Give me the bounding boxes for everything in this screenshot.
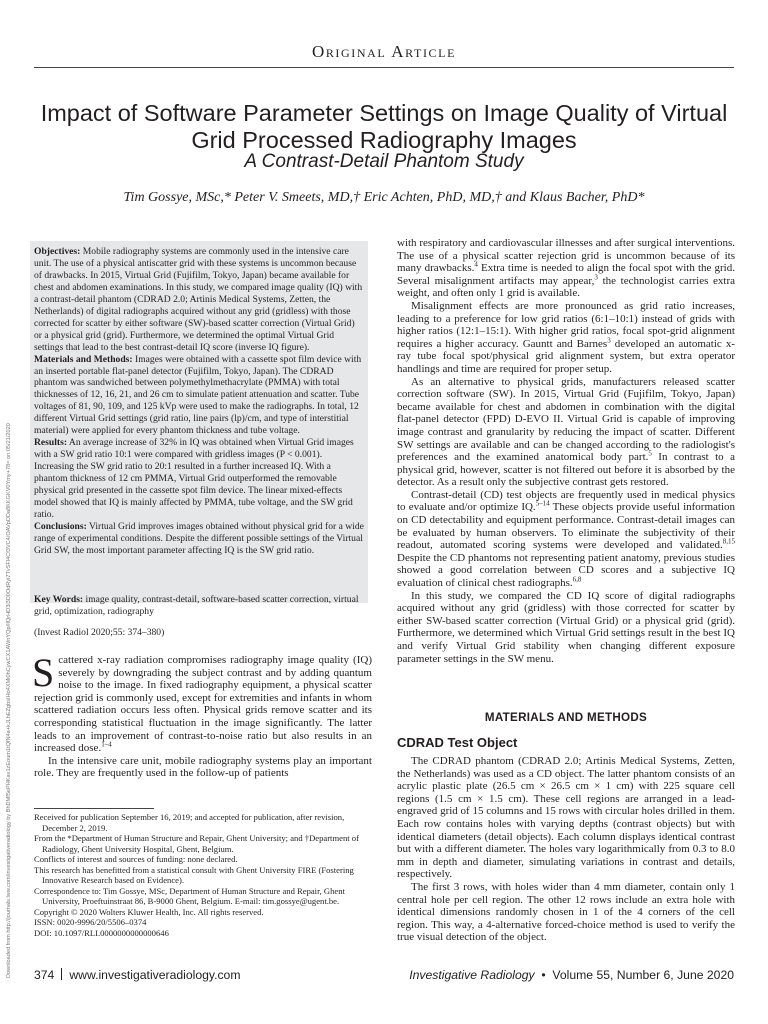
results-text: An average increase of 32% in IQ was obtained when Virtual Grid images with a SW grid ratio 10:1 were compared with gridless images (P < 0.001). Increasing the SW grid ratio to 20:1 resulted in a further increased IQ. With a phantom thickness of 12 cm PMMA, Virtual Grid outperformed the removable physical grid presented in the cassette spot film device. The linear mixed-effects model showed that IQ is mainly affected by PMMA, tube voltage, and the SW grid ratio. xyxy=(34,437,354,520)
methods-label: Materials and Methods: xyxy=(34,353,133,365)
body-paragraph: The CDRAD phantom (CDRAD 2.0; Artinis Medical Systems, Zetten, the Netherlands) was used as a CD object. The latter phantom consists of an acrylic plastic plate (26.5 cm × 26.5 cm × 1 cm) with 225 square cell regions (1.5 cm × 1.5 cm). These cell regions are arranged in a lead-engraved grid of 15 columns and 15 rows with circular holes drilled in them. Each row contains holes with varying depths (contrast objects) but with identical diameters (detail objects). Each column displays identical contrast but with a different diameter. The holes vary logarithmically from 0.3 to 8.0 mm in depth and diameter, simulating variations in contrast and details, respectively. xyxy=(397,755,735,881)
footnote: Copyright © 2020 Wolters Kluwer Health, Inc. All rights reserved. xyxy=(34,906,264,917)
abstract-methods xyxy=(34,354,364,438)
subsection-heading: CDRAD Test Object xyxy=(397,735,518,750)
body-paragraph xyxy=(397,376,735,489)
author-list: Tim Gossye, MSc,* Peter V. Smeets, MD,† Eric Achten, PhD, MD,† and Klaus Bacher, PhD* xyxy=(123,190,645,205)
reference: 6,8 xyxy=(572,575,582,584)
intro-paragraph xyxy=(32,650,372,755)
section-heading: MATERIALS AND METHODS xyxy=(484,711,648,724)
footnote: This research has benefitted from a statistical consult with Ghent University FIRE (Fostering Innovative Research based on Evidence). xyxy=(34,864,354,886)
reference: 5 xyxy=(648,449,652,458)
intro-text: cattered x-ray radiation compromises radiography image quality (IQ) severely by downgrading the subject contrast and by adding quantum noise to the image. In fixed radiography equipment, a physical scatter rejection grid is commonly used, except for extremities and infants in whom scattered radiation occurs less often. Physical grids remove scatter and its corresponding statistical fluctuation in the image significantly. The latter leads to an improvement of contrast-to-noise ratio but also results in an increased dose. xyxy=(34,654,372,755)
drop-cap: S xyxy=(32,650,55,695)
article-title: Impact of Software Parameter Settings on Image Quality of Virtual Grid Processed Radiography Images xyxy=(40,100,728,153)
download-watermark: Downloaded from http://journals.lww.com/investigativeradiology by BhDMf5ePHKav1zEoum1tQfN4a+kJLhEZgbsIHo4XMi0hCywCX1AWnYQp/IlQrHD3i3D0OdRyi7TvSFl4Cf3VC4/OAVpDDa8KKGKV0Ymy+78= on 05/21/2020 xyxy=(6,423,12,978)
body-paragraph: The first 3 rows, with holes wider than 4 mm diameter, contain only 1 central hole per cell region. The other 12 rows include an extra hole with identical dimensions randomly chosen in 1 of the 4 corners of the cell region. This way, a 4-alternative forced-choice method is used to verify the true visual detection of the object. xyxy=(397,880,735,944)
body-text: In contrast to a physical grid, however, scatter is not filtered out before it is absorbed by the detector. As a result only the subjective contrast gets restored. xyxy=(397,451,735,489)
body-paragraph: In this study, we compared the CD IQ score of digital radiographs acquired without any grid (gridless) with those corrected for scatter by either SW-based scatter correction (Virtual Grid) or a physical grid (grid). Furthermore, we determined which Virtual Grid settings result in the best IQ and verify Virtual Grid stability when changing different exposure parameter settings in the SW menu. xyxy=(397,589,735,665)
citation: (Invest Radiol 2020;55: 374–380) xyxy=(34,627,165,638)
keywords-text: image quality, contrast-detail, software-based scatter correction, virtual grid, optimization, radiography xyxy=(34,594,359,617)
section-rule xyxy=(34,67,734,68)
methods-text: Images were obtained with a cassette spot film device with an inserted portable flat-panel detector (Fujifilm, Tokyo, Japan). The CDRAD phantom was sandwiched between polymethylmethacrylate (PMMA) with total thicknesses of 12, 16, 21, and 26 cm to simulate patient attenuation and scatter. Tube voltages of 81, 90, 109, and 125 kVp were used to make the radiographs. In total, 12 different Virtual Grid settings (grid ratio, line pairs (lp)/cm, and type of interstitial material) were applied for every phantom thickness and tube voltage. xyxy=(34,353,362,437)
body-text: Despite the CD phantoms not representing patient anatomy, previous studies showed a good correlation between CD scores and a subjective IQ evaluation of clinical chest radiographs. xyxy=(397,551,735,590)
footnote-rule xyxy=(34,808,154,809)
footer-separator xyxy=(61,968,62,980)
reference: 3 xyxy=(607,336,611,345)
page-footer xyxy=(34,968,734,982)
body-text: These objects provide useful information on CD detectability and equipment performance. Contrast-detail images can be evaluated by human observers. To eliminate the subjectivity of their readout, automated scoring systems were developed and validated. xyxy=(397,501,735,552)
right-column xyxy=(397,237,735,665)
introduction xyxy=(32,650,372,780)
abstract-results xyxy=(34,437,364,521)
reference: 3 xyxy=(594,273,598,282)
body-text: with respiratory and cardiovascular illnesses and after surgical interventions. The use of a physical scatter rejection grid is uncommon because of its many drawbacks. xyxy=(397,237,735,275)
reference: 5–14 xyxy=(535,499,550,508)
objectives-text: Mobile radiography systems are commonly used in the intensive care unit. The use of a physical antiscatter grid with these systems is uncommon because of drawbacks. In 2015, Virtual Grid (Fujifilm, Tokyo, Japan) became available for chest and abdomen examinations. In this study, we compared image quality (IQ) with a contrast-detail phantom (CDRAD 2.0; Artinis Medical Systems, Zetten, the Netherlands) of digital radiographs acquired without any grid (gridless) with those corrected for scatter by either software (SW)-based scatter correction (Virtual Grid) or a physical grid (grid). Furthermore, we determined the optimal Virtual Grid settings that lead to the best contrast-detail IQ score (inverse IQ figure). xyxy=(34,246,363,353)
footnote: Correspondence to: Tim Gossye, MSc, Department of Human Structure and Repair, Ghent University, Proeftuinstraat 86, B-9000 Ghent, Belgium. E-mail: tim.gossye@ugent.be. xyxy=(34,885,345,907)
page-number: 374 xyxy=(34,968,55,982)
body-text: Extra time is needed to align the focal spot with the grid. Several misalignment artifacts may appear, xyxy=(397,262,735,287)
body-text: As an alternative to physical grids, manufacturers released scatter correction software (SW). In 2015, Virtual Grid (Fujifilm, Tokyo, Japan) became available for chest and abdomen in combination with the digital flat-panel detector (FPD) D-EVO II. Virtual Grid is capable of improving image contrast and granularity by reducing the impact of scatter. Different SW settings are available and can be changed according to the radiologist's preferences and the examined anatomical body part. xyxy=(397,375,735,464)
body-text: the technologist carries extra weight, and often only 1 grid is available. xyxy=(397,274,735,300)
body-text: developed an automatic x-ray tube focal spot/physical grid alignment system, but extra operator handlings and time are required for proper setup. xyxy=(397,337,736,375)
journal-name: Investigative Radiology xyxy=(409,968,535,982)
keywords-label: Key Words: xyxy=(34,594,84,605)
body-text: Contrast-detail (CD) test objects are frequently used in medical physics to evaluate and/or optimize IQ. xyxy=(397,488,735,514)
reference: 4 xyxy=(474,260,478,269)
keywords xyxy=(34,594,368,618)
reference: 8,15 xyxy=(722,537,735,546)
conclusions-text: Virtual Grid improves images obtained without physical grid for a wide range of experimental conditions. Despite the different possible settings of the Virtual Grid SW, the most important parameter affecting IQ is the SW grid ratio. xyxy=(34,520,364,556)
footnote: ISSN: 0020-9996/20/5506–0374 xyxy=(34,917,147,928)
intro-paragraph: In the intensive care unit, mobile radiography systems play an important role. They are frequently used in the follow-up of patients xyxy=(34,754,372,780)
objectives-label: Objectives: xyxy=(34,246,81,257)
journal-website[interactable]: www.investigativeradiology.com xyxy=(69,968,241,982)
article-subtitle: A Contrast-Detail Phantom Study xyxy=(244,151,524,172)
abstract-box xyxy=(30,241,368,603)
abstract-objectives xyxy=(34,246,364,354)
abstract-conclusions xyxy=(34,521,364,557)
journal-issue-info: Investigative Radiology • Volume 55, Number 6, June 2020 xyxy=(409,968,734,982)
footnotes xyxy=(34,812,372,939)
footnote: DOI: 10.1097/RLI.0000000000000646 xyxy=(34,928,169,939)
footnote: Conflicts of interest and sources of funding: none declared. xyxy=(34,854,238,865)
body-paragraph xyxy=(397,237,735,300)
results-label: Results: xyxy=(34,437,68,449)
footnote: From the *Department of Human Structure and Repair, Ghent University; and †Department of Radiology, Ghent University Hospital, Ghent, Belgium. xyxy=(34,833,359,854)
section-label: Original Article xyxy=(311,42,457,61)
conclusions-label: Conclusions: xyxy=(34,520,87,532)
body-text: Misalignment effects are more pronounced as grid ratio increases, leading to a preference for low grid ratios (6:1–10:1) instead of grids with higher ratios (12:1–15:1). With higher grid ratios, focal spot-grid alignment requires a higher accuracy. Gauntt and Barnes xyxy=(397,299,735,350)
reference: 1–4 xyxy=(101,740,112,749)
footnote: Received for publication September 16, 2019; and accepted for publication, after revision, December 2, 2019. xyxy=(34,812,345,833)
methods-body xyxy=(397,755,735,944)
body-paragraph xyxy=(397,300,735,376)
body-paragraph xyxy=(397,489,735,590)
issue-info: Volume 55, Number 6, June 2020 xyxy=(552,968,734,982)
